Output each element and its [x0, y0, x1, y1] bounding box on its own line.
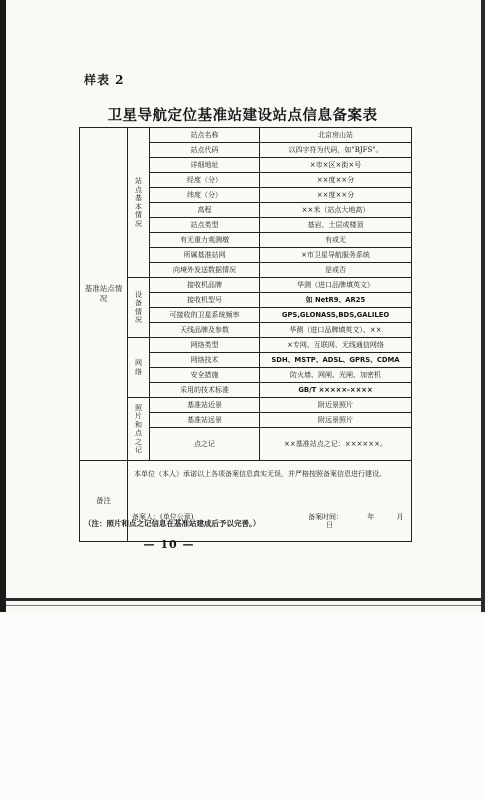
remarks-label: 备注: [80, 461, 128, 542]
field-label: 高程: [150, 203, 260, 218]
date-day: 日: [326, 521, 333, 529]
field-value: 华测（进口品牌填英文）、××: [260, 323, 412, 338]
field-value: 北京房山站: [260, 128, 412, 143]
field-value: ××度××分: [260, 188, 412, 203]
table-row: [80, 398, 412, 413]
field-label: 向境外发送数据情况: [150, 263, 260, 278]
page-margin: [0, 613, 485, 800]
date-month: 月: [396, 513, 404, 521]
table-row: [80, 338, 412, 353]
field-label: 采用的技术标准: [150, 383, 260, 398]
remarks-row: [80, 461, 412, 542]
page-number: — 10 —: [143, 538, 195, 551]
group-photos-label: 照 片 和 点 之 记: [128, 398, 150, 461]
field-label: 点之记: [150, 428, 260, 461]
field-value: 华测（进口品牌填英文）: [260, 278, 412, 293]
field-value: 附远景照片: [260, 413, 412, 428]
field-label: 网络类型: [150, 338, 260, 353]
filer-signature: 备案人：(单位公章): [132, 513, 194, 521]
field-value: 附近景照片: [260, 398, 412, 413]
sample-label: 样表 2: [84, 73, 125, 87]
field-value: 如 NetR9、AR25: [260, 293, 412, 308]
scan-edge-right: [481, 0, 485, 612]
field-label: 基准站近景: [150, 398, 260, 413]
field-label: 天线品牌及参数: [150, 323, 260, 338]
field-label: 纬度（分）: [150, 188, 260, 203]
date-label: 备案时间：: [308, 513, 343, 521]
field-label: 站点代码: [150, 143, 260, 158]
field-value: ×市×区×街×号: [260, 158, 412, 173]
station-info-form: [79, 127, 412, 542]
field-label: 基准站远景: [150, 413, 260, 428]
group-basic-label: 站 点 基 本 情 况: [128, 128, 150, 278]
field-value: GPS,GLONASS,BDS,GALILEO: [260, 308, 412, 323]
document-title: 卫星导航定位基准站建设站点信息备案表: [107, 107, 378, 124]
field-label: 所属基准站网: [150, 248, 260, 263]
field-value: ××基准站点之记：××××××。: [260, 428, 412, 461]
field-label: 网络技术: [150, 353, 260, 368]
remarks-cell: [128, 461, 412, 542]
footnote: （注：照片和点之记信息在基准站建成后予以完善。）: [84, 519, 261, 528]
field-value: GB/T ×××××-××××: [260, 383, 412, 398]
field-label: 安全措施: [150, 368, 260, 383]
table-row: [80, 128, 412, 143]
group-network-label: 网 络: [128, 338, 150, 398]
field-value: 防火墙、网闸、光闸、加密机: [260, 368, 412, 383]
field-value: ×市卫星导航服务系统: [260, 248, 412, 263]
field-value: SDH、MSTP、ADSL、GPRS、CDMA: [260, 353, 412, 368]
field-value: ××米（站点大地高）: [260, 203, 412, 218]
field-value: ××度××分: [260, 173, 412, 188]
main-section-label: 基准站点情况: [80, 128, 128, 461]
field-value: 是或否: [260, 263, 412, 278]
field-label: 经度（分）: [150, 173, 260, 188]
field-label: 站点名称: [150, 128, 260, 143]
field-label: 详细地址: [150, 158, 260, 173]
field-value: ×专网、互联网、无线通信网络: [260, 338, 412, 353]
scan-edge-left: [0, 0, 6, 612]
filing-date: [306, 513, 411, 529]
field-value: 有或无: [260, 233, 412, 248]
date-year: 年: [367, 513, 375, 521]
field-label: 可接收的卫星系统频率: [150, 308, 260, 323]
field-label: 接收机品牌: [150, 278, 260, 293]
table-row: [80, 278, 412, 293]
field-value: 以四字符为代码，如"BJFS"。: [260, 143, 412, 158]
scan-bottom-edge: [6, 598, 481, 601]
scan-bottom-edge-shadow: [6, 605, 481, 606]
remarks-statement: 本单位（本人）承诺以上各项备案信息真实无误，并严格按照备案信息进行建设。: [134, 470, 386, 478]
field-label: 有无重力观测墩: [150, 233, 260, 248]
field-value: 基岩、土层或楼顶: [260, 218, 412, 233]
group-equipment-label: 设 备 情 况: [128, 278, 150, 338]
field-label: 站点类型: [150, 218, 260, 233]
field-label: 接收机型号: [150, 293, 260, 308]
